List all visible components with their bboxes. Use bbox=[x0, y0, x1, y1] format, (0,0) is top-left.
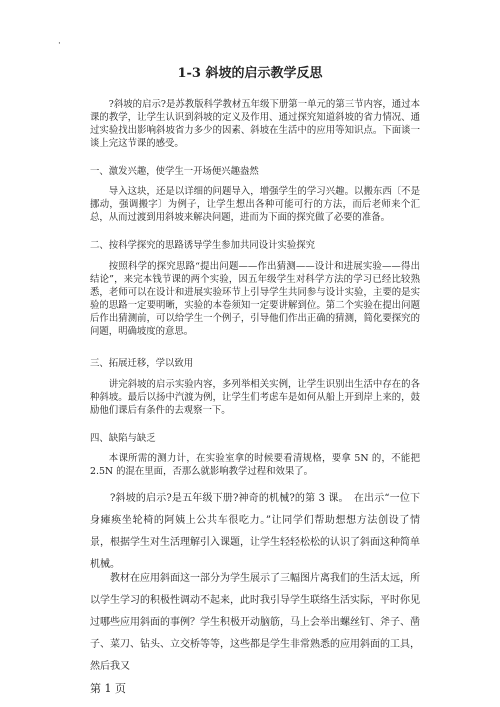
page-mark: · bbox=[58, 39, 61, 49]
paragraph-a: ?斜坡的启示?是五年级下册?神奇的机械?的第 3 课。 在出示“一位下身瘫痪坐轮椅的阿姨上公共车很吃力。”让同学们帮助想想方法创设了情景，根据学生对生活理解引入课题，让学生轻轻松松的认识了斜面这种简单机械。 bbox=[90, 493, 420, 570]
section-1-body: 导入这块，还是以详细的问题导入，增强学生的学习兴趣。以搬东西〔不是挪动，强调搬字〕为例子，让学生想出各种可能可行的方法，而后老师来个汇总，从而过渡到用斜坡来解决问题，进而为下面的探究做了必要的准备。 bbox=[90, 186, 420, 223]
section-2-body: 按照科学的探究思路“提出问题——作出猜测——设计和进展实验——得出结论”，来完本钱节课的两个实验，因五年级学生对科学方法的学习已经比较熟悉，老师可以在设计和进展实验环节上引导学生共同参与设计实验，主要的是实验的思路一定要明晰，实验的本卷须知一定要讲解到位。第二个实验在提出问题后作出猜测前，可以给学生一个例子，引导他们作出正确的猜测，简化要探究的问题，明确坡度的意思。 bbox=[90, 261, 420, 337]
paragraph-b: 教材在应用斜面这一部分为学生展示了三幅图片离我们的生活太远，所以学生学习的积极性调动不起来，此时我引导学生联络生活实际，平时你见过哪些应用斜面的事例？学生积极开动脑筋，马上会举出螺丝钉、斧子、凿子、菜刀、钻头、立交桥等等，这些都是学生非常熟悉的应用斜面的工具，然后我又 bbox=[90, 573, 420, 672]
intro-paragraph: ?斜坡的启示?是苏教版科学教材五年级下册第一单元的第三节内容，通过本课的教学，让学生认识到斜坡的定义及作用、通过探究知道斜坡的省力情况、通过实验找出影响斜坡省力多少的因素、斜坡在生活中的应用等知识点。下面谈一谈上完这节课的感受。 bbox=[90, 99, 420, 149]
page-number: 第 1 页 bbox=[90, 682, 126, 695]
section-3-heading: 三、拓展迁移，学以致用 bbox=[90, 358, 194, 369]
document-title: 1-3 斜坡的启示教学反思 bbox=[177, 66, 323, 81]
section-4-heading: 四、缺陷与缺乏 bbox=[90, 433, 156, 444]
section-4-body: 本课所需的测力计，在实验室拿的时候要看清规格，要拿 5N 的，不能把 2.5N 的混在里面，否那么就影响教学过程和效果了。 bbox=[90, 453, 420, 477]
section-2-heading: 二、按科学探究的思路诱导学生参加共同设计实验探究 bbox=[90, 240, 316, 251]
section-3-body: 讲完斜坡的启示实验内容，多列举相关实例，让学生识别出生活中存在的各种斜坡。最后以扬中汽渡为例，让学生们考虑车是如何从船上开到岸上来的，鼓励他们课后有条件的去观察一下。 bbox=[90, 379, 420, 416]
section-1-heading: 一、激发兴趣，使学生一开场便兴趣盎然 bbox=[90, 166, 259, 177]
